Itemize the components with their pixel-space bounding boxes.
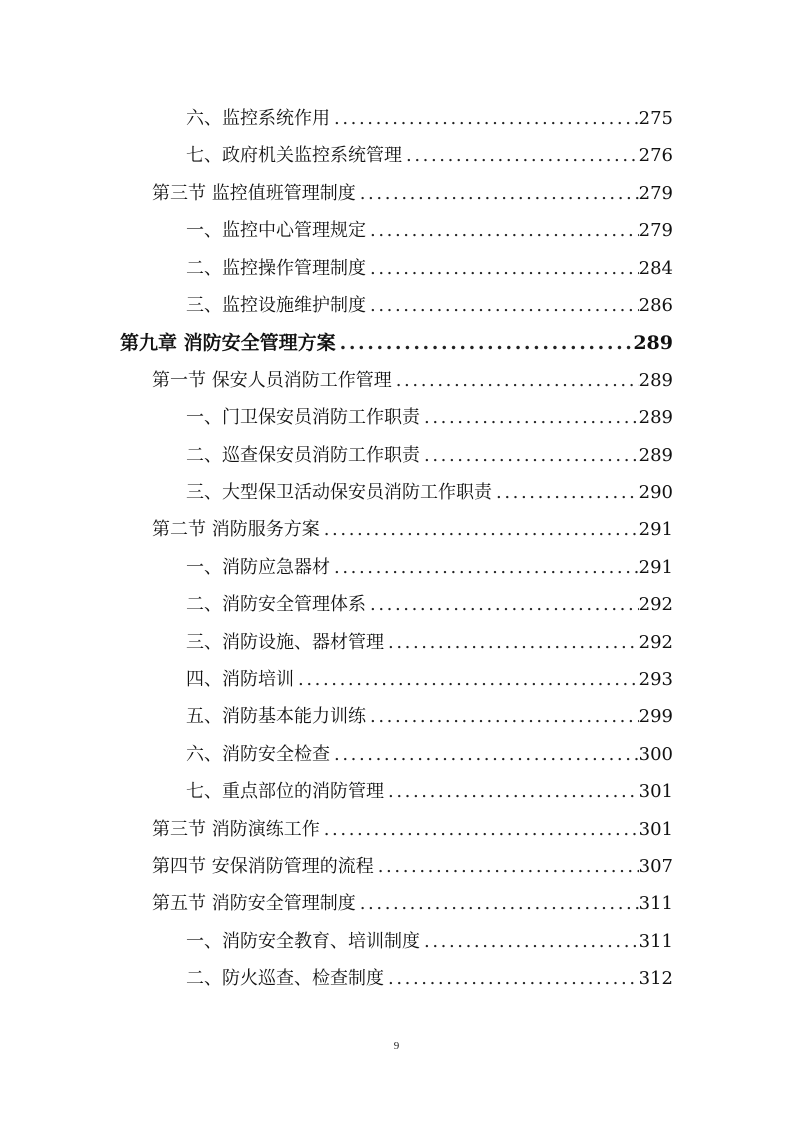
toc-entry-page-number: 279: [638, 182, 673, 204]
dot-leader: [322, 819, 639, 841]
dot-leader: [332, 557, 639, 579]
toc-entry-title: 一、门卫保安员消防工作职责: [186, 407, 420, 429]
dot-leader: [368, 295, 639, 317]
dot-leader: [422, 445, 639, 467]
toc-entry-page-number: 307: [638, 856, 673, 877]
toc-entry-page-number: 311: [638, 930, 673, 952]
toc-entry-section[interactable]: [152, 511, 673, 541]
toc-entry-page-number: 289: [638, 407, 673, 429]
toc-entry-page-number: 290: [638, 482, 673, 503]
toc-entry-title: 第四节 安保消防管理的流程: [152, 856, 374, 877]
toc-entry-page-number: 292: [638, 631, 673, 653]
dot-leader: [368, 258, 639, 280]
dot-leader: [386, 781, 639, 803]
toc-entry-page-number: 284: [638, 257, 673, 279]
toc-entry-page-number: 279: [638, 220, 673, 242]
toc-entry-title: 三、大型保卫活动保安员消防工作职责: [186, 482, 492, 503]
toc-entry-title: 四、消防培训: [186, 669, 294, 690]
toc-entry-item[interactable]: [186, 100, 673, 130]
toc-entry-page-number: 311: [638, 893, 673, 915]
dot-leader: [394, 370, 639, 392]
toc-entry-section[interactable]: [152, 885, 673, 915]
dot-leader: [386, 632, 639, 654]
toc-entry-title: 五、消防基本能力训练: [186, 706, 366, 728]
toc-entry-chapter[interactable]: [120, 324, 673, 354]
dot-leader: [322, 519, 639, 541]
toc-entry-page-number: 289: [638, 444, 673, 466]
toc-entry-item[interactable]: [186, 399, 673, 429]
dot-leader: [338, 332, 634, 354]
toc-entry-page-number: 292: [638, 594, 673, 616]
toc-entry-item[interactable]: [186, 437, 673, 467]
toc-entry-item[interactable]: [186, 586, 673, 616]
toc-entry-item[interactable]: [186, 736, 673, 766]
page-number: 9: [393, 1040, 400, 1052]
toc-entry-title: 二、消防安全管理体系: [186, 594, 366, 616]
dot-leader: [422, 931, 639, 953]
dot-leader: [368, 220, 639, 242]
toc-entry-item[interactable]: [186, 698, 673, 728]
toc-entry-page-number: 299: [638, 706, 673, 728]
toc-entry-title: 一、消防应急器材: [186, 556, 330, 578]
toc-entry-page-number: 301: [638, 818, 673, 840]
toc-entry-title: 第一节 保安人员消防工作管理: [152, 369, 392, 391]
toc-entry-item[interactable]: [186, 250, 673, 280]
dot-leader: [494, 482, 639, 504]
toc-entry-title: 三、消防设施、器材管理: [186, 631, 384, 653]
toc-entry-item[interactable]: [186, 960, 673, 990]
toc-entry-page-number: 289: [638, 369, 673, 391]
toc-entry-page-number: 286: [638, 295, 673, 316]
dot-leader: [404, 145, 639, 167]
toc-entry-item[interactable]: [186, 661, 673, 691]
dot-leader: [368, 594, 639, 616]
toc-entry-item[interactable]: [186, 773, 673, 803]
dot-leader: [332, 744, 639, 766]
dot-leader: [376, 856, 639, 878]
toc-entry-item[interactable]: [186, 549, 673, 579]
toc-entry-title: 第三节 消防演练工作: [152, 818, 320, 840]
toc-entry-title: 二、监控操作管理制度: [186, 257, 366, 279]
toc-entry-item[interactable]: [186, 137, 673, 167]
dot-leader: [358, 183, 639, 205]
toc-entry-page-number: 276: [638, 145, 673, 167]
toc-entry-item[interactable]: [186, 624, 673, 654]
toc-entry-section[interactable]: [152, 848, 673, 878]
toc-entry-page-number: 275: [638, 108, 673, 129]
toc-entry-title: 三、监控设施维护制度: [186, 295, 366, 316]
toc-entry-page-number: 312: [638, 968, 673, 990]
toc-entry-title: 第二节 消防服务方案: [152, 519, 320, 541]
toc-entry-title: 二、防火巡查、检查制度: [186, 968, 384, 990]
toc-entry-title: 第三节 监控值班管理制度: [152, 182, 356, 204]
toc-entry-title: 一、消防安全教育、培训制度: [186, 930, 420, 952]
toc-entry-section[interactable]: [152, 362, 673, 392]
toc-entry-item[interactable]: [186, 212, 673, 242]
dot-leader: [296, 669, 639, 691]
toc-entry-page-number: 291: [638, 556, 673, 578]
dot-leader: [368, 706, 639, 728]
toc-entry-page-number: 293: [638, 669, 673, 690]
toc-entry-title: 六、监控系统作用: [186, 108, 330, 129]
toc-entry-title: 一、监控中心管理规定: [186, 220, 366, 242]
toc-entry-title: 六、消防安全检查: [186, 743, 330, 765]
toc-entry-section[interactable]: [152, 175, 673, 205]
toc-entry-title: 二、巡查保安员消防工作职责: [186, 444, 420, 466]
toc-entry-section[interactable]: [152, 811, 673, 841]
dot-leader: [386, 968, 639, 990]
toc-entry-title: 第九章 消防安全管理方案: [120, 332, 336, 355]
toc-entry-page-number: 289: [633, 332, 673, 355]
toc-entry-page-number: 301: [638, 781, 673, 803]
toc-entry-title: 第五节 消防安全管理制度: [152, 893, 356, 915]
toc-entry-title: 七、政府机关监控系统管理: [186, 145, 402, 167]
toc-entry-title: 七、重点部位的消防管理: [186, 781, 384, 803]
toc-entry-page-number: 291: [638, 519, 673, 541]
dot-leader: [422, 407, 639, 429]
dot-leader: [332, 108, 639, 130]
toc-entry-item[interactable]: [186, 923, 673, 953]
toc-entry-item[interactable]: [186, 287, 673, 317]
toc-entry-page-number: 300: [638, 743, 673, 765]
dot-leader: [358, 893, 639, 915]
toc-entry-item[interactable]: [186, 474, 673, 504]
